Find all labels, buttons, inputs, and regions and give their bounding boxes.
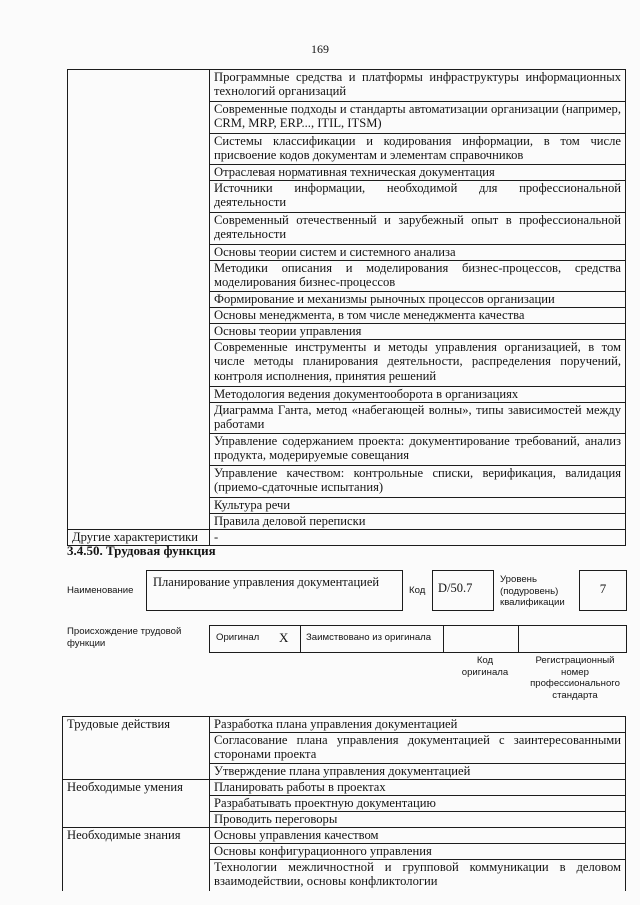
level-label xyxy=(500,574,565,609)
knowledge-required-item: Основы конфигурационного управления xyxy=(210,844,626,860)
code-caption xyxy=(450,655,520,678)
level-label-line: (подуровень) xyxy=(500,585,559,597)
knowledge-label-cell xyxy=(68,70,210,530)
knowledge-item: Источники информации, необходимой для профессиональной деятельности xyxy=(210,181,626,213)
action-item: Согласование плана управления документацией с заинтересованными сторонами проекта xyxy=(210,733,626,764)
knowledge-item: Программные средства и платформы инфраструктуры информационных технологий организаций xyxy=(210,70,626,102)
reg-caption-line: стандарта xyxy=(552,689,598,701)
knowledge-item: Правила деловой переписки xyxy=(210,514,626,530)
reg-caption xyxy=(520,655,630,701)
knowledge-item: Современные инструменты и методы управления организацией, в том числе методы планирования деятельности, распределения поручений, контроля исполнения, принятия решений xyxy=(210,340,626,387)
knowledge-item: Диаграмма Ганта, метод «набегающей волны», типы зависимостей между работами xyxy=(210,403,626,434)
function-table xyxy=(62,716,626,891)
knowledge-item: Методология ведения документооборота в организациях xyxy=(210,387,626,403)
code-label: Код xyxy=(409,585,426,596)
reg-caption-line: Регистрационный xyxy=(535,655,615,666)
skill-item: Планировать работы в проектах xyxy=(210,780,626,796)
name-label: Наименование xyxy=(67,585,134,596)
origin-divider xyxy=(443,625,444,652)
borrowed-label: Заимствовано из оригинала xyxy=(306,632,432,643)
other-characteristics-value: - xyxy=(210,530,626,546)
level-box xyxy=(579,570,627,611)
original-mark: X xyxy=(279,630,289,645)
knowledge-continuation-table xyxy=(67,69,626,546)
knowledge-required-item: Основы управления качеством xyxy=(210,828,626,844)
origin-divider xyxy=(300,625,301,652)
origin-divider xyxy=(518,625,519,652)
code-caption-line: оригинала xyxy=(461,666,509,678)
origin-label xyxy=(67,626,181,649)
knowledge-label: Необходимые знания xyxy=(63,828,210,891)
knowledge-item: Управление содержанием проекта: документирование требований, анализ продукта, модерируемые совещания xyxy=(210,434,626,466)
original-label: Оригинал xyxy=(216,632,260,643)
knowledge-item: Основы теории систем и системного анализа xyxy=(210,245,626,261)
skill-item: Проводить переговоры xyxy=(210,812,626,828)
knowledge-required-item: Технологии межличностной и групповой коммуникации в деловом взаимодействии, основы конфликтологии xyxy=(210,860,626,891)
knowledge-item: Формирование и механизмы рыночных процессов организации xyxy=(210,292,626,308)
code-box xyxy=(432,570,494,611)
code-value: D/50.7 xyxy=(438,581,473,595)
name-value: Планирование управления документацией xyxy=(153,575,380,589)
knowledge-item: Отраслевая нормативная техническая документация xyxy=(210,165,626,181)
level-label-line: Уровень xyxy=(500,574,537,585)
level-label-line: квалификации xyxy=(500,597,565,608)
action-item: Утверждение плана управления документацией xyxy=(210,764,626,780)
other-characteristics-label: Другие характеристики xyxy=(68,530,210,546)
page-number: 169 xyxy=(311,42,329,56)
skill-item: Разрабатывать проектную документацию xyxy=(210,796,626,812)
origin-label-line: функции xyxy=(67,637,106,649)
knowledge-item: Управление качеством: контрольные списки, верификация, валидация (приемо-сдаточные испытания) xyxy=(210,466,626,498)
reg-caption-line: профессионального xyxy=(530,678,620,689)
knowledge-item: Системы классификации и кодирования информации, в том числе присвоение кодов документам и элементам справочников xyxy=(210,134,626,165)
origin-label-line: Происхождение трудовой xyxy=(67,626,182,637)
knowledge-item: Современный отечественный и зарубежный опыт в профессиональной деятельности xyxy=(210,213,626,245)
knowledge-item: Методики описания и моделирования бизнес-процессов, средства моделирования бизнес-процессов xyxy=(210,261,626,292)
knowledge-item: Современные подходы и стандарты автоматизации организации (например, CRM, MRP, ERP..., ITIL, ITSM) xyxy=(210,102,626,134)
knowledge-item: Основы теории управления xyxy=(210,324,626,340)
code-caption-line: Код xyxy=(476,655,494,666)
reg-caption-line: номер xyxy=(561,666,589,678)
action-item: Разработка плана управления документацией xyxy=(210,717,626,733)
actions-label: Трудовые действия xyxy=(63,717,210,780)
knowledge-item: Культура речи xyxy=(210,498,626,514)
skills-label: Необходимые умения xyxy=(63,780,210,828)
knowledge-item: Основы менеджмента, в том числе менеджмента качества xyxy=(210,308,626,324)
level-value: 7 xyxy=(599,581,607,596)
section-heading: 3.4.50. Трудовая функция xyxy=(67,543,216,558)
name-box xyxy=(146,570,403,611)
